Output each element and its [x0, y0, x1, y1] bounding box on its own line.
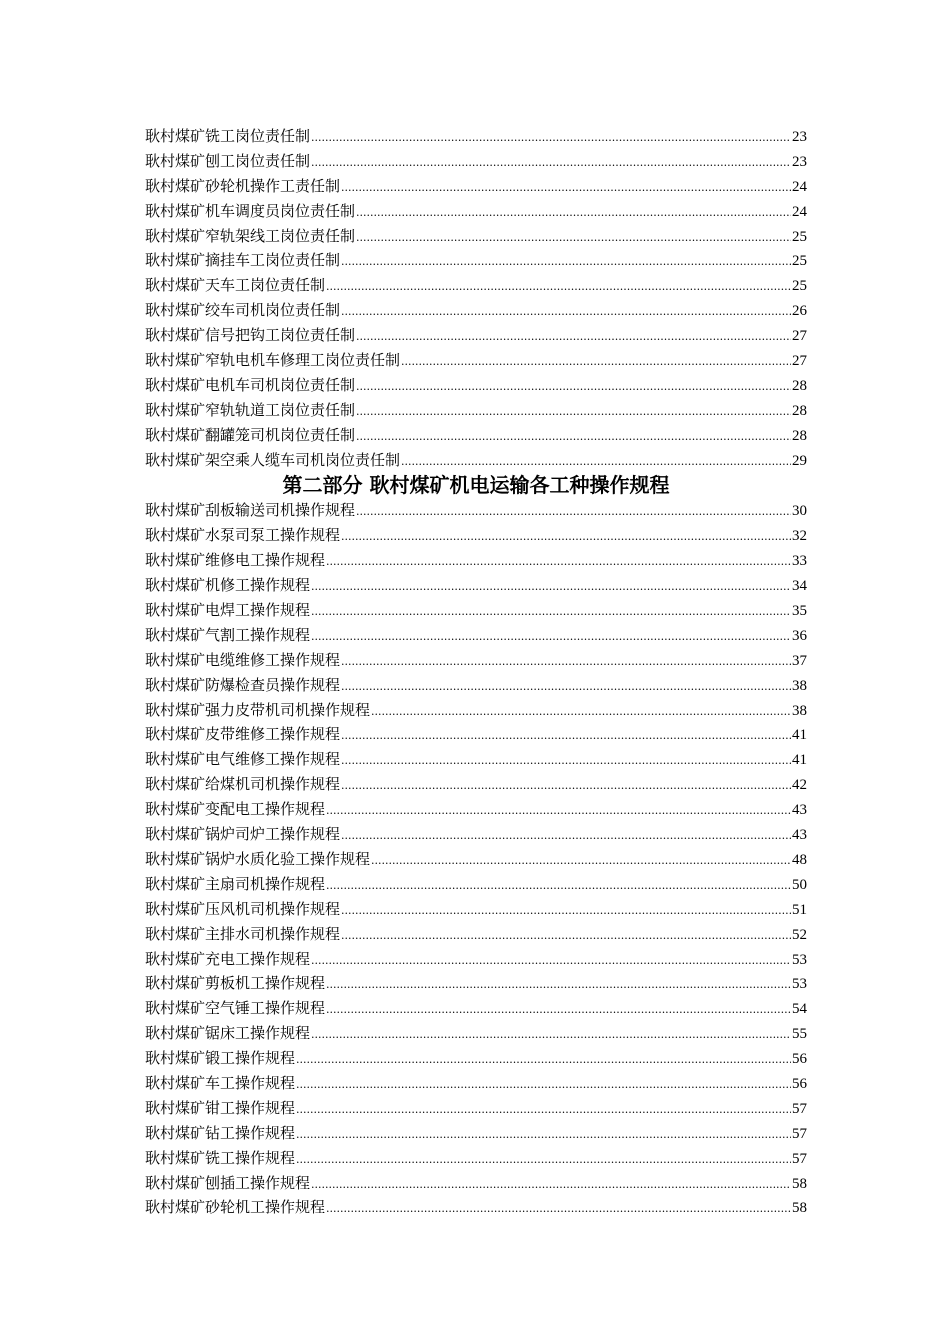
toc-entry-page-number: 32	[792, 528, 807, 545]
toc-dot-leader	[311, 126, 791, 151]
toc-dot-leader	[296, 1148, 791, 1173]
toc-dot-leader	[326, 973, 791, 998]
toc-entry[interactable]	[145, 797, 807, 822]
toc-entry[interactable]	[145, 1121, 807, 1146]
toc-dot-leader	[371, 849, 791, 874]
toc-entry-title: 耿村煤矿天车工岗位责任制	[145, 276, 326, 295]
toc-entry-page-number: 56	[792, 1075, 807, 1092]
toc-entry-page-number: 57	[792, 1100, 807, 1117]
toc-entry-title: 耿村煤矿电焊工操作规程	[145, 601, 311, 620]
toc-entry-page-number: 27	[792, 328, 807, 345]
toc-entry-title: 耿村煤矿给煤机司机操作规程	[145, 775, 341, 794]
toc-entry-page-number: 24	[792, 203, 807, 220]
toc-dot-leader	[356, 425, 791, 450]
toc-entry-page-number: 42	[792, 777, 807, 794]
toc-entry[interactable]	[145, 872, 807, 897]
toc-part2-list	[145, 498, 807, 1220]
toc-dot-leader	[311, 600, 791, 625]
toc-entry-title: 耿村煤矿刨工岗位责任制	[145, 151, 311, 170]
toc-entry-page-number: 50	[792, 876, 807, 893]
toc-entry[interactable]	[145, 298, 807, 323]
toc-entry-title: 耿村煤矿电缆维修工操作规程	[145, 650, 341, 669]
toc-entry-page-number: 56	[792, 1051, 807, 1068]
toc-entry-title: 耿村煤矿机车调度员岗位责任制	[145, 201, 356, 220]
toc-entry-page-number: 38	[792, 702, 807, 719]
section-heading-part2: 第二部分 耿村煤矿机电运输各工种操作规程	[282, 473, 670, 498]
toc-entry-page-number: 54	[792, 1001, 807, 1018]
toc-entry-page-number: 28	[792, 377, 807, 394]
toc-dot-leader	[311, 151, 791, 176]
toc-entry-title: 耿村煤矿刮板输送司机操作规程	[145, 501, 356, 520]
toc-entry-page-number: 57	[792, 1125, 807, 1142]
toc-entry-page-number: 35	[792, 603, 807, 620]
toc-entry[interactable]	[145, 448, 807, 473]
toc-entry-page-number: 25	[792, 253, 807, 270]
toc-entry[interactable]	[145, 772, 807, 797]
toc-entry-page-number: 51	[792, 901, 807, 918]
toc-dot-leader	[311, 625, 791, 650]
toc-entry-page-number: 30	[792, 503, 807, 520]
toc-entry-page-number: 58	[792, 1175, 807, 1192]
toc-entry[interactable]	[145, 847, 807, 872]
toc-entry-title: 耿村煤矿刨插工操作规程	[145, 1173, 311, 1192]
toc-entry[interactable]	[145, 822, 807, 847]
toc-entry-page-number: 53	[792, 976, 807, 993]
toc-entry-title: 耿村煤矿机修工操作规程	[145, 576, 311, 595]
toc-entry[interactable]	[145, 199, 807, 224]
toc-entry-page-number: 29	[792, 452, 807, 469]
toc-entry[interactable]	[145, 648, 807, 673]
toc-entry-title: 耿村煤矿车工操作规程	[145, 1073, 296, 1092]
toc-entry-title: 耿村煤矿翻罐笼司机岗位责任制	[145, 425, 356, 444]
toc-entry-page-number: 38	[792, 677, 807, 694]
toc-entry[interactable]	[145, 498, 807, 523]
toc-entry-title: 耿村煤矿水泵司泵工操作规程	[145, 526, 341, 545]
toc-entry[interactable]	[145, 373, 807, 398]
toc-dot-leader	[296, 1098, 791, 1123]
toc-entry-title: 耿村煤矿主扇司机操作规程	[145, 874, 326, 893]
toc-entry-page-number: 34	[792, 578, 807, 595]
toc-entry[interactable]	[145, 124, 807, 149]
toc-dot-leader	[341, 250, 791, 275]
toc-entry-title: 耿村煤矿铣工操作规程	[145, 1148, 296, 1167]
toc-entry[interactable]	[145, 273, 807, 298]
toc-dot-leader	[341, 724, 791, 749]
toc-entry-title: 耿村煤矿钻工操作规程	[145, 1123, 296, 1142]
toc-entry-page-number: 48	[792, 851, 807, 868]
toc-entry[interactable]	[145, 1146, 807, 1171]
toc-entry-title: 耿村煤矿架空乘人缆车司机岗位责任制	[145, 450, 401, 469]
toc-entry-page-number: 58	[792, 1200, 807, 1217]
toc-dot-leader	[296, 1123, 791, 1148]
toc-entry-title: 耿村煤矿锯床工操作规程	[145, 1024, 311, 1043]
toc-entry-title: 耿村煤矿铣工岗位责任制	[145, 127, 311, 145]
toc-entry-title: 耿村煤矿锅炉水质化验工操作规程	[145, 849, 371, 868]
toc-entry-title: 耿村煤矿剪板机工操作规程	[145, 974, 326, 993]
toc-entry[interactable]	[145, 548, 807, 573]
toc-entry[interactable]	[145, 698, 807, 723]
toc-dot-leader	[341, 899, 791, 924]
toc-dot-leader	[296, 1048, 791, 1073]
toc-dot-leader	[341, 749, 791, 774]
toc-entry-page-number: 23	[792, 153, 807, 170]
toc-entry-page-number: 24	[792, 178, 807, 195]
toc-entry[interactable]	[145, 1171, 807, 1196]
toc-entry-page-number: 43	[792, 802, 807, 819]
toc-entry[interactable]	[145, 673, 807, 698]
toc-entry[interactable]	[145, 747, 807, 772]
toc-entry-page-number: 33	[792, 553, 807, 570]
toc-entry-title: 耿村煤矿电机车司机岗位责任制	[145, 375, 356, 394]
toc-entry[interactable]	[145, 224, 807, 249]
toc-entry-title: 耿村煤矿窄轨轨道工岗位责任制	[145, 400, 356, 419]
toc-entry-page-number: 41	[792, 727, 807, 744]
toc-entry-page-number: 25	[792, 228, 807, 245]
toc-entry[interactable]	[145, 971, 807, 996]
toc-dot-leader	[311, 1173, 791, 1198]
toc-entry[interactable]	[145, 1071, 807, 1096]
toc-entry-page-number: 57	[792, 1150, 807, 1167]
toc-entry-page-number: 23	[792, 129, 807, 145]
toc-entry[interactable]	[145, 722, 807, 747]
toc-dot-leader	[401, 350, 791, 375]
toc-dot-leader	[311, 949, 791, 974]
toc-dot-leader	[341, 300, 791, 325]
toc-dot-leader	[341, 650, 791, 675]
toc-entry-page-number: 43	[792, 827, 807, 844]
toc-entry-title: 耿村煤矿窄轨架线工岗位责任制	[145, 226, 356, 245]
toc-dot-leader	[341, 176, 791, 201]
toc-entry[interactable]	[145, 1096, 807, 1121]
toc-dot-leader	[341, 824, 791, 849]
toc-dot-leader	[356, 500, 791, 525]
toc-dot-leader	[356, 400, 791, 425]
toc-dot-leader	[311, 1023, 791, 1048]
toc-entry-title: 耿村煤矿强力皮带机司机操作规程	[145, 700, 371, 719]
toc-entry-title: 耿村煤矿钳工操作规程	[145, 1098, 296, 1117]
toc-entry[interactable]	[145, 323, 807, 348]
toc-entry-title: 耿村煤矿维修电工操作规程	[145, 551, 326, 570]
toc-dot-leader	[326, 275, 791, 300]
toc-entry[interactable]	[145, 922, 807, 947]
toc-dot-leader	[356, 201, 791, 226]
toc-dot-leader	[356, 375, 791, 400]
toc-entry[interactable]	[145, 1046, 807, 1071]
toc-entry-page-number: 28	[792, 402, 807, 419]
toc-entry[interactable]	[145, 623, 807, 648]
toc-entry[interactable]	[145, 398, 807, 423]
toc-entry-page-number: 27	[792, 353, 807, 370]
toc-entry-title: 耿村煤矿充电工操作规程	[145, 949, 311, 968]
toc-dot-leader	[401, 450, 791, 475]
toc-entry[interactable]	[145, 996, 807, 1021]
toc-entry[interactable]	[145, 1021, 807, 1046]
toc-entry-title: 耿村煤矿压风机司机操作规程	[145, 899, 341, 918]
toc-entry-page-number: 41	[792, 752, 807, 769]
toc-entry-title: 耿村煤矿空气锤工操作规程	[145, 999, 326, 1018]
toc-entry-title: 耿村煤矿信号把钩工岗位责任制	[145, 326, 356, 345]
toc-entry[interactable]	[145, 947, 807, 972]
toc-dot-leader	[341, 924, 791, 949]
toc-entry-title: 耿村煤矿防爆检查员操作规程	[145, 675, 341, 694]
toc-entry-title: 耿村煤矿气割工操作规程	[145, 625, 311, 644]
toc-entry-title: 耿村煤矿主排水司机操作规程	[145, 924, 341, 943]
toc-dot-leader	[326, 1197, 791, 1222]
toc-entry[interactable]	[145, 174, 807, 199]
toc-dot-leader	[341, 525, 791, 550]
toc-entry-title: 耿村煤矿摘挂车工岗位责任制	[145, 251, 341, 270]
toc-dot-leader	[356, 226, 791, 251]
toc-entry-page-number: 28	[792, 427, 807, 444]
toc-entry[interactable]	[145, 598, 807, 623]
toc-entry-page-number: 25	[792, 278, 807, 295]
toc-entry-page-number: 53	[792, 951, 807, 968]
toc-entry[interactable]	[145, 897, 807, 922]
toc-dot-leader	[371, 700, 791, 725]
toc-dot-leader	[311, 575, 791, 600]
toc-entry-title: 耿村煤矿窄轨电机车修理工岗位责任制	[145, 351, 401, 370]
toc-entry-title: 耿村煤矿锻工操作规程	[145, 1049, 296, 1068]
toc-entry-page-number: 26	[792, 303, 807, 320]
toc-dot-leader	[326, 874, 791, 899]
toc-entry[interactable]	[145, 523, 807, 548]
toc-dot-leader	[341, 774, 791, 799]
toc-dot-leader	[326, 550, 791, 575]
toc-entry[interactable]	[145, 348, 807, 373]
toc-entry-title: 耿村煤矿电气维修工操作规程	[145, 750, 341, 769]
toc-entry-title: 耿村煤矿砂轮机操作工责任制	[145, 176, 341, 195]
toc-entry-page-number: 36	[792, 627, 807, 644]
toc-entry[interactable]	[145, 1195, 807, 1220]
toc-dot-leader	[341, 675, 791, 700]
toc-entry[interactable]	[145, 248, 807, 273]
table-of-contents	[145, 124, 807, 1220]
toc-entry-title: 耿村煤矿绞车司机岗位责任制	[145, 301, 341, 320]
toc-entry-title: 耿村煤矿变配电工操作规程	[145, 800, 326, 819]
toc-entry[interactable]	[145, 423, 807, 448]
toc-dot-leader	[356, 325, 791, 350]
toc-dot-leader	[326, 799, 791, 824]
toc-entry-title: 耿村煤矿皮带维修工操作规程	[145, 725, 341, 744]
toc-dot-leader	[326, 998, 791, 1023]
toc-entry[interactable]	[145, 149, 807, 174]
toc-entry-title: 耿村煤矿砂轮机工操作规程	[145, 1198, 326, 1217]
toc-entry-page-number: 55	[792, 1026, 807, 1043]
toc-entry-page-number: 37	[792, 652, 807, 669]
toc-dot-leader	[296, 1073, 791, 1098]
toc-entry[interactable]	[145, 573, 807, 598]
toc-part1-list	[145, 124, 807, 472]
toc-entry-title: 耿村煤矿锅炉司炉工操作规程	[145, 825, 341, 844]
toc-entry-page-number: 52	[792, 926, 807, 943]
